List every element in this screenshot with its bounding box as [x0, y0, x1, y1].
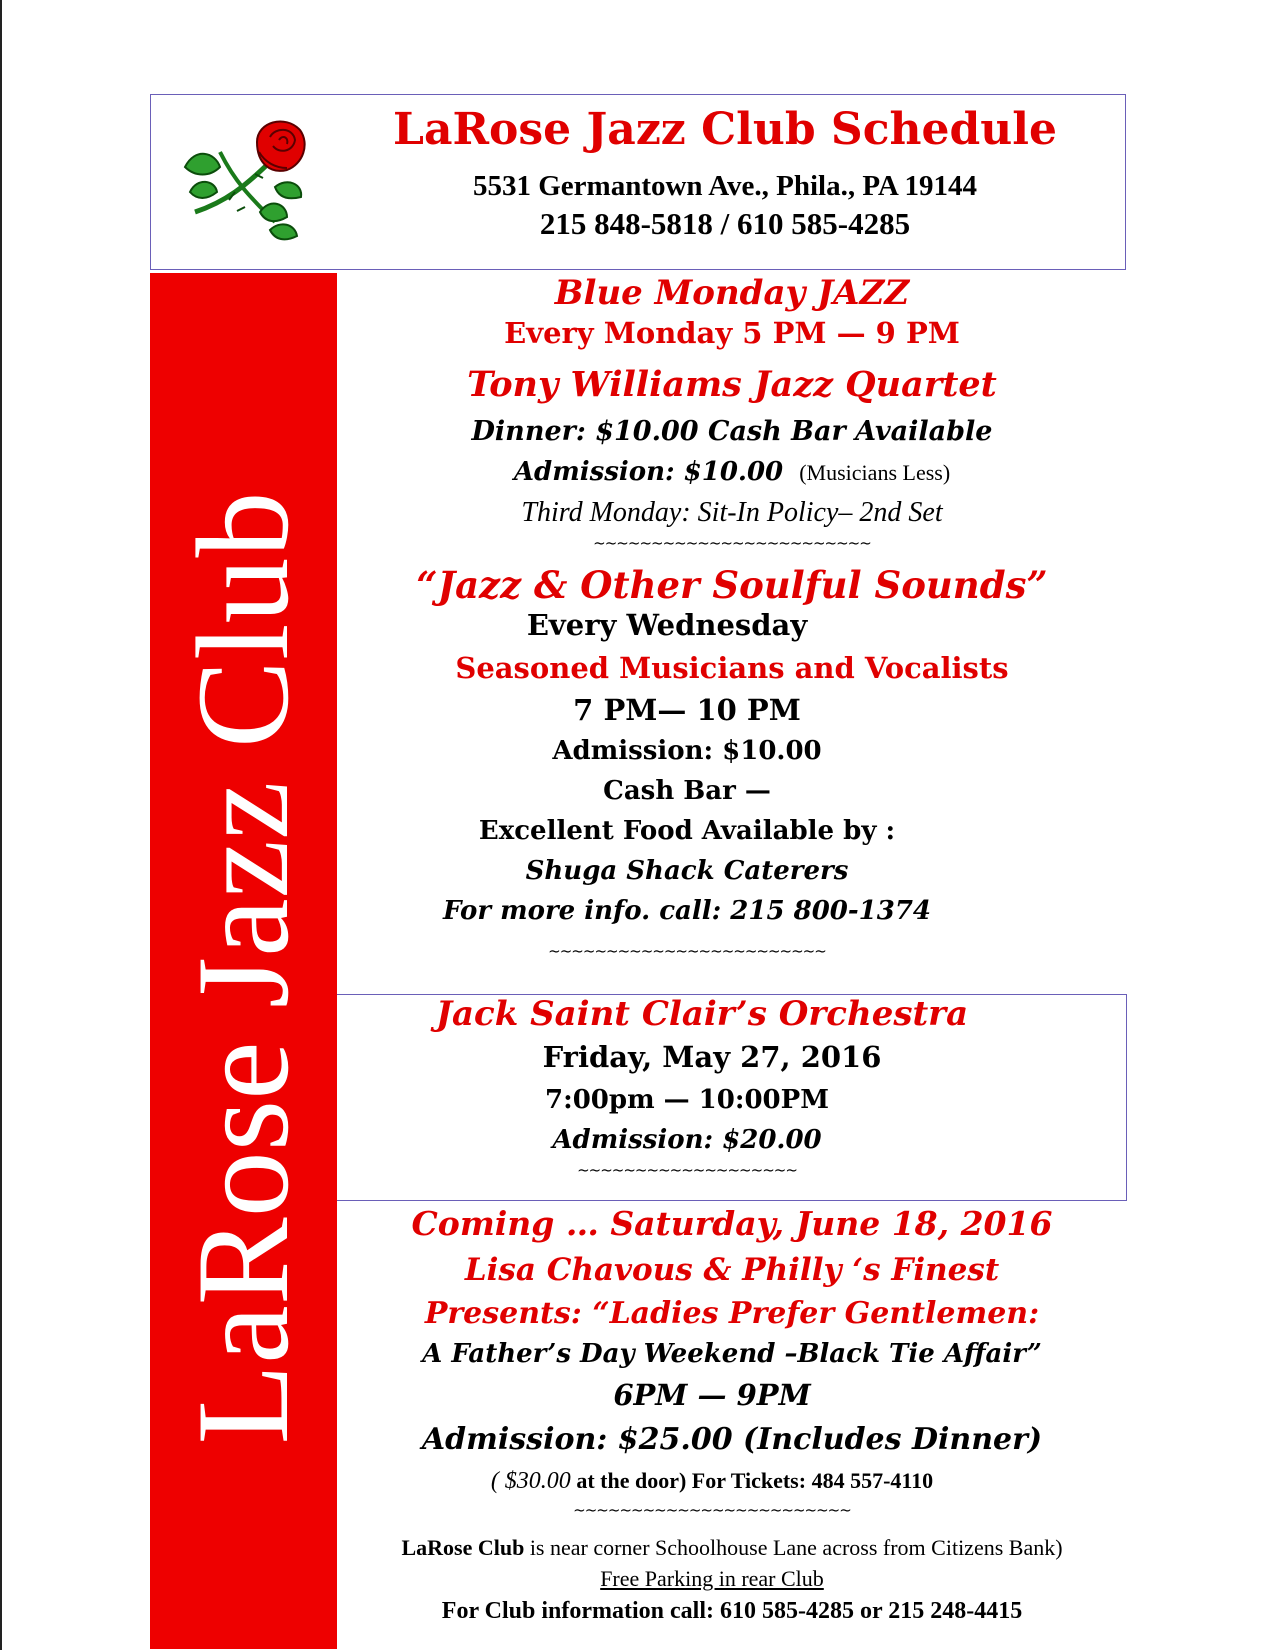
wednesday-performers: Seasoned Musicians and Vocalists [455, 651, 1009, 685]
footer-info-phones: 610 585-4285 or 215 248-4415 [714, 1598, 1023, 1624]
coming-divider: ~~~~~~~~~~~~~~~~~~~~~~~~ [573, 1501, 851, 1519]
footer-location: is near corner Schoolhouse Lane across from Citizens Bank) [524, 1535, 1063, 1560]
footer-club-name: LaRose Club [401, 1535, 525, 1560]
monday-admission-note: (Musicians Less) [799, 460, 951, 485]
wednesday-info: For more info. call: 215 800-1374 [442, 896, 932, 926]
coming-event: A Father’s Day Weekend –Black Tie Affair” [422, 1339, 1042, 1369]
monday-time: Every Monday 5 PM — 9 PM [504, 316, 960, 350]
orchestra-title: Jack Saint Clair’s Orchestra [435, 994, 969, 1034]
orchestra-time: 7:00pm — 10:00PM [545, 1085, 829, 1115]
monday-admission-line [337, 458, 1127, 487]
coming-door-price: ( $30.00 [490, 1468, 571, 1494]
club-address: 5531 Germantown Ave., Phila., PA 19144 [473, 170, 977, 202]
coming-door-text: at the door) For Tickets: 484 557-4110 [570, 1468, 934, 1493]
orchestra-date: Friday, May 27, 2016 [542, 1040, 882, 1074]
coming-door-line [337, 1468, 1127, 1494]
wednesday-caterer: Shuga Shack Caterers [525, 856, 849, 886]
coming-time: 6PM — 9PM [613, 1378, 811, 1412]
footer-info-line [337, 1598, 1127, 1624]
wednesday-time: 7 PM— 10 PM [573, 693, 801, 727]
monday-dinner: Dinner: $10.00 Cash Bar Available [471, 416, 993, 447]
monday-third-monday: Third Monday: Sit-In Policy– 2nd Set [521, 497, 943, 528]
wednesday-cash-bar: Cash Bar — [603, 776, 771, 806]
coming-title: Coming … Saturday, June 18, 2016 [411, 1204, 1053, 1243]
rose-icon [175, 112, 315, 244]
footer-location-line [337, 1536, 1127, 1560]
page-edge-line [0, 0, 2, 1650]
coming-presenter: Lisa Chavous & Philly ‘s Finest [464, 1252, 1000, 1288]
wednesday-title: “Jazz & Other Soulful Sounds” [416, 563, 1048, 607]
footer-info-label: For Club information call: [441, 1598, 714, 1624]
page-title: LaRose Jazz Club Schedule [393, 104, 1057, 155]
monday-divider: ~~~~~~~~~~~~~~~~~~~~~~~~ [593, 534, 871, 552]
orchestra-admission: Admission: $20.00 [552, 1125, 822, 1155]
wednesday-food: Excellent Food Available by : [478, 816, 896, 846]
monday-admission: Admission: $10.00 [513, 457, 784, 487]
coming-admission: Admission: $25.00 (Includes Dinner) [421, 1422, 1043, 1457]
coming-presents: Presents: “Ladies Prefer Gentlemen: [424, 1296, 1040, 1331]
wednesday-admission: Admission: $10.00 [552, 736, 822, 766]
wednesday-divider: ~~~~~~~~~~~~~~~~~~~~~~~~ [548, 942, 826, 960]
monday-band: Tony Williams Jazz Quartet [467, 364, 997, 405]
sidebar-vertical-title: LaRose Jazz Club [169, 491, 316, 1445]
wednesday-day: Every Wednesday [526, 608, 808, 642]
club-phones: 215 848-5818 / 610 585-4285 [539, 206, 911, 241]
monday-title: Blue Monday JAZZ [554, 273, 910, 313]
footer-parking: Free Parking in rear Club [600, 1566, 824, 1591]
orchestra-divider: ~~~~~~~~~~~~~~~~~~~ [577, 1161, 797, 1179]
